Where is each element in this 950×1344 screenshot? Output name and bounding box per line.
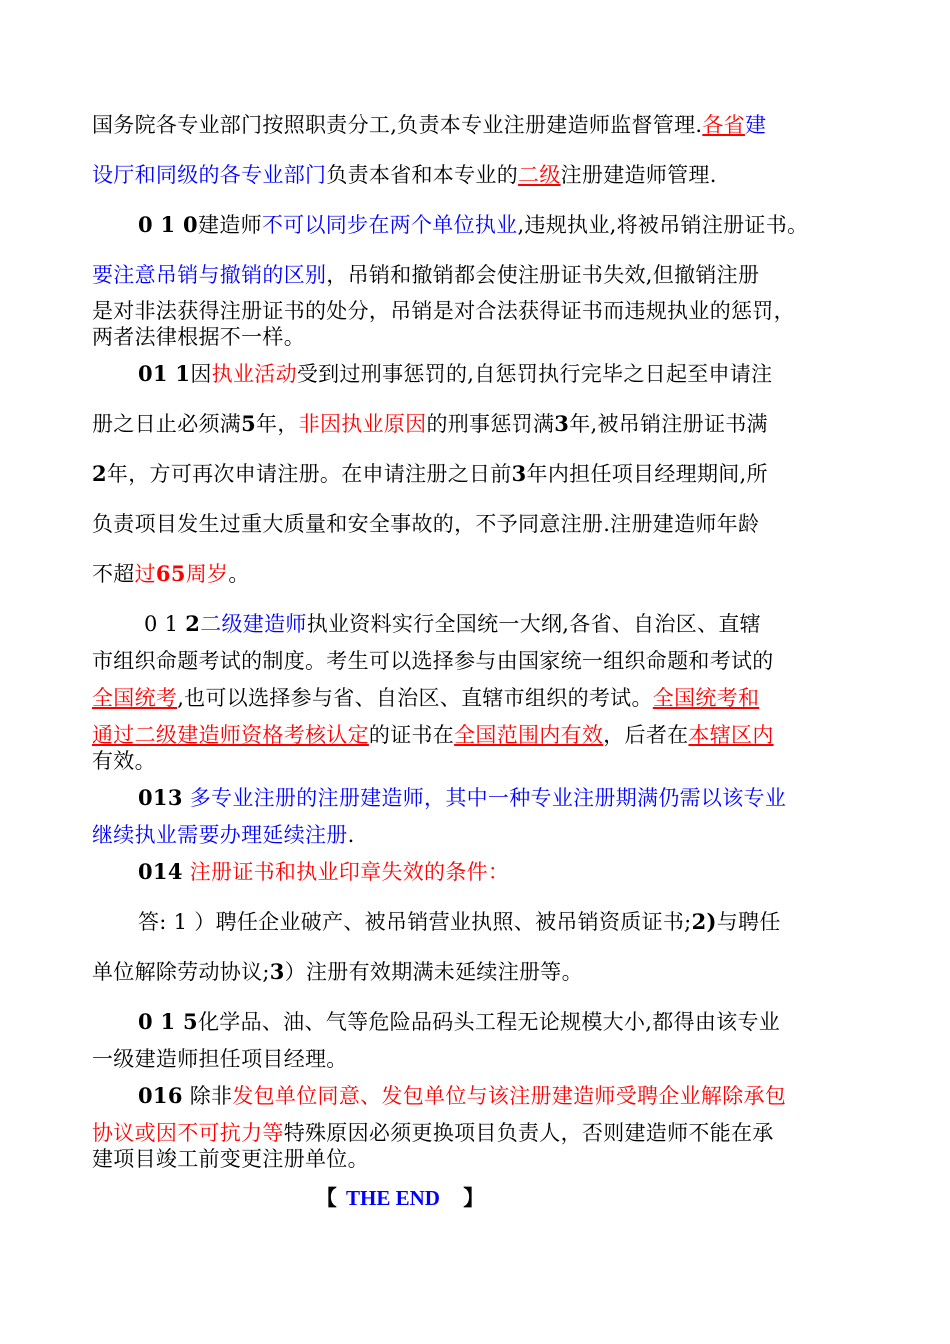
text-segment: 0 1 bbox=[144, 612, 186, 636]
text-segment: 年内担任项目经理期间,所 bbox=[526, 462, 768, 486]
text-segment: 3 bbox=[269, 959, 285, 984]
text-line bbox=[92, 1046, 348, 1072]
text-line bbox=[92, 722, 774, 748]
text-segment: 除非 bbox=[182, 1084, 233, 1108]
text-segment: 执业活动 bbox=[211, 362, 297, 386]
text-segment: ,也可以选择参与省、自治区、直辖市组织的考试。 bbox=[177, 686, 653, 710]
the-end-marker bbox=[0, 1182, 800, 1212]
text-segment: 016 bbox=[138, 1083, 183, 1108]
text-line bbox=[92, 561, 250, 587]
text-segment: 化学品、油、气等危险品码头工程无论规模大小,都得由该专业 bbox=[197, 1010, 781, 1034]
text-segment: 5 bbox=[241, 411, 257, 436]
text-segment: 的证书在 bbox=[368, 723, 455, 747]
text-segment: 因 bbox=[190, 362, 212, 386]
text-line bbox=[138, 1009, 780, 1035]
text-segment: 全国统考 bbox=[92, 686, 178, 710]
text-segment: 一级建造师担任项目经理。 bbox=[92, 1047, 348, 1071]
text-segment: 。 bbox=[228, 562, 250, 586]
text-segment: 2) bbox=[691, 909, 717, 934]
text-line bbox=[92, 298, 795, 324]
bracket-close: 】 bbox=[463, 1186, 485, 1210]
text-line bbox=[138, 785, 786, 811]
text-segment: 协议或因不可抗力等 bbox=[92, 1121, 284, 1145]
text-segment: 单位解除劳动协议; bbox=[92, 960, 270, 984]
text-segment: 特殊原因必须更换项目负责人，否则建造师不能在承 bbox=[283, 1121, 774, 1145]
text-segment: 通过二级建造师资格考核认定 bbox=[92, 723, 369, 747]
text-line bbox=[92, 1120, 774, 1146]
text-segment: 年，方可再次申请注册。在申请注册之日前 bbox=[106, 462, 512, 486]
text-segment: 全国统考和 bbox=[652, 686, 760, 710]
text-segment: 受到过刑事惩罚的,自惩罚执行完毕之日起至申请注 bbox=[296, 362, 773, 386]
text-line bbox=[92, 262, 759, 288]
text-segment: 负责本省和本专业的 bbox=[326, 163, 519, 187]
text-segment: 周岁 bbox=[185, 562, 229, 586]
text-segment: 要注意吊销与撤销的区别 bbox=[92, 263, 327, 287]
text-line bbox=[138, 361, 772, 387]
text-segment: 建项目竣工前变更注册单位。 bbox=[92, 1147, 369, 1171]
text-line bbox=[92, 822, 355, 848]
text-segment: 建造师 bbox=[197, 213, 262, 237]
text-segment: 2 bbox=[92, 461, 107, 486]
text-segment: 013 bbox=[138, 785, 183, 810]
text-segment: 注册建造师管理. bbox=[560, 163, 717, 187]
text-line bbox=[92, 411, 768, 437]
text-line bbox=[92, 511, 759, 537]
text-segment: 答: 1 ）聘任企业破产、被吊销营业执照、被吊销资质证书; bbox=[138, 910, 692, 934]
text-segment: 0 1 5 bbox=[138, 1009, 198, 1034]
text-segment: 发包单位同意、发包单位与该注册建造师受聘企业解除承包 bbox=[232, 1084, 787, 1108]
text-segment: 0 1 0 bbox=[138, 212, 198, 237]
text-segment: 二级 bbox=[518, 163, 561, 187]
text-segment: . bbox=[347, 823, 355, 847]
text-segment: 年,被吊销注册证书满 bbox=[569, 412, 768, 436]
text-line bbox=[138, 909, 781, 935]
text-line bbox=[138, 1083, 786, 1109]
text-segment: 2 bbox=[185, 611, 201, 636]
the-end-text: THE END bbox=[346, 1186, 440, 1210]
text-segment: 的刑事惩罚满 bbox=[426, 412, 555, 436]
text-segment: 册之日止必须满 bbox=[92, 412, 242, 436]
text-segment: 多专业注册的注册建造师，其中一种专业注册期满仍需以该专业 bbox=[182, 786, 787, 810]
text-segment: 全国范围内有效 bbox=[454, 723, 604, 747]
text-segment: 市组织命题考试的制度。考生可以选择参与由国家统一组织命题和考试的 bbox=[92, 649, 774, 673]
text-segment: 继续执业需要办理延续注册 bbox=[92, 823, 348, 847]
text-line bbox=[92, 648, 774, 674]
text-segment: 不超 bbox=[92, 562, 135, 586]
text-line bbox=[138, 859, 509, 885]
text-segment: 有效。 bbox=[92, 749, 156, 773]
text-segment: 3 bbox=[554, 411, 570, 436]
text-line bbox=[92, 112, 766, 138]
text-segment: ，后者在 bbox=[603, 723, 689, 747]
text-line bbox=[92, 748, 156, 774]
text-segment: 各省 bbox=[702, 113, 745, 137]
text-segment: 负责项目发生过重大质量和安全事故的，不予同意注册.注册建造师年龄 bbox=[92, 512, 760, 536]
text-segment: 3 bbox=[511, 461, 527, 486]
text-segment: 年， bbox=[256, 412, 299, 436]
text-line bbox=[92, 162, 717, 188]
text-segment: 本辖区内 bbox=[688, 723, 774, 747]
text-segment: 国务院各专业部门按照职责分工,负责本专业注册建造师监督管理. bbox=[92, 113, 703, 137]
text-segment: 过 bbox=[134, 562, 156, 586]
text-segment: 65 bbox=[155, 561, 186, 586]
text-segment: 设厅和同级的各专业部门 bbox=[92, 163, 327, 187]
text-line bbox=[92, 685, 759, 711]
text-line bbox=[144, 611, 761, 637]
text-segment: 与聘任 bbox=[716, 910, 781, 934]
text-segment: 执业资料实行全国统一大纲,各省、自治区、直辖 bbox=[306, 612, 761, 636]
text-segment: 建 bbox=[744, 113, 767, 137]
text-segment: 非因执业原因 bbox=[298, 412, 427, 436]
bracket-open: 【 bbox=[315, 1186, 337, 1210]
text-line bbox=[92, 324, 305, 350]
text-segment: ，吊销和撤销都会使注册证书失效,但撤销注册 bbox=[326, 263, 760, 287]
text-line bbox=[92, 461, 768, 487]
text-segment: 注册证书和执业印章失效的条件： bbox=[182, 860, 510, 884]
text-segment: 二级建造师 bbox=[200, 612, 307, 636]
text-segment: ,违规执业,将被吊销注册证书。 bbox=[517, 213, 809, 237]
text-segment: ）注册有效期满未延续注册等。 bbox=[284, 960, 583, 984]
text-line bbox=[92, 1146, 369, 1172]
text-segment: 014 bbox=[138, 859, 183, 884]
text-segment: 01 1 bbox=[138, 361, 191, 386]
text-segment: 不可以同步在两个单位执业 bbox=[261, 213, 518, 237]
text-segment: 两者法律根据不一样。 bbox=[92, 325, 305, 349]
text-segment: 是对非法获得注册证书的处分，吊销是对合法获得证书而违规执业的惩罚， bbox=[92, 299, 795, 323]
text-line bbox=[92, 959, 583, 985]
text-line bbox=[138, 212, 808, 238]
